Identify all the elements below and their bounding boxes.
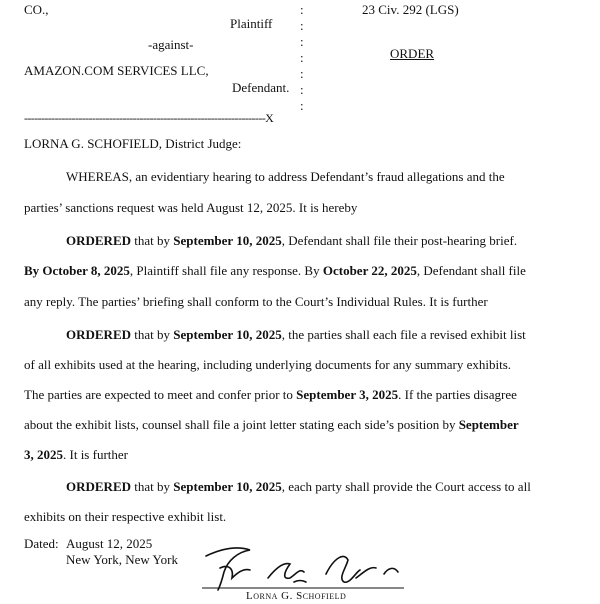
order-paragraph-3-line-2: exhibits on their respective exhibit list. bbox=[24, 509, 227, 524]
ordered-label: ORDERED bbox=[66, 327, 132, 342]
caption-colon: : bbox=[300, 34, 304, 49]
dated-place: New York, New York bbox=[66, 552, 178, 567]
order-paragraph-2-line-1: ORDERED that by September 10, 2025, the parties shall each file a revised exhibit list bbox=[66, 327, 526, 342]
deadline-date: September 10, 2025 bbox=[173, 479, 282, 494]
order-paragraph-2-line-5: 3, 2025. It is further bbox=[24, 447, 128, 462]
deadline-date: 3, 2025 bbox=[24, 447, 63, 462]
order-paragraph-2-line-2: of all exhibits used at the hearing, including underlying documents for any summary exhibits. bbox=[24, 357, 512, 372]
document-title: ORDER bbox=[390, 46, 435, 61]
caption-colon: : bbox=[300, 82, 304, 97]
defendant-label: Defendant. bbox=[232, 80, 290, 95]
ordered-label: ORDERED bbox=[66, 479, 132, 494]
order-paragraph-3-line-1: ORDERED that by September 10, 2025, each party shall provide the Court access to all bbox=[66, 479, 531, 494]
deadline-date: September 3, 2025 bbox=[296, 387, 399, 402]
against-label: -against- bbox=[148, 37, 194, 52]
order-paragraph-2-line-3: The parties are expected to meet and confer prior to September 3, 2025. If the parties disagree bbox=[24, 387, 517, 402]
judge-line: LORNA G. SCHOFIELD, District Judge: bbox=[24, 136, 242, 151]
caption-divider: -----------------------------------------------------------------------X bbox=[24, 111, 274, 125]
caption-colon: : bbox=[300, 2, 304, 17]
deadline-date: September bbox=[458, 417, 519, 432]
case-number: 23 Civ. 292 (LGS) bbox=[362, 2, 459, 17]
deadline-date: By October 8, 2025 bbox=[24, 263, 130, 278]
deadline-date: September 10, 2025 bbox=[173, 233, 282, 248]
deadline-date: October 22, 2025 bbox=[322, 263, 417, 278]
caption-colon: : bbox=[300, 18, 304, 33]
plaintiff-label: Plaintiff bbox=[230, 16, 273, 31]
dated-date: August 12, 2025 bbox=[66, 536, 153, 551]
order-paragraph-2-line-4: about the exhibit lists, counsel shall file a joint letter stating each side’s position by September bbox=[24, 417, 519, 432]
order-paragraph-1-line-1: ORDERED that by September 10, 2025, Defendant shall file their post-hearing brief. bbox=[66, 233, 518, 248]
order-paragraph-1-line-2: By October 8, 2025, Plaintiff shall file any response. By October 22, 2025, Defendant shall file bbox=[24, 263, 526, 278]
caption-colon: : bbox=[300, 50, 304, 65]
ordered-label: ORDERED bbox=[66, 233, 132, 248]
party-name-fragment: CO., bbox=[24, 2, 49, 17]
defendant-name: AMAZON.COM SERVICES LLC, bbox=[24, 63, 209, 78]
caption-colon: : bbox=[300, 66, 304, 81]
whereas-line-2: parties’ sanctions request was held August 12, 2025. It is hereby bbox=[24, 200, 358, 215]
deadline-date: September 10, 2025 bbox=[173, 327, 282, 342]
signature-name: Lorna G. Schofield bbox=[246, 590, 347, 602]
dated-label: Dated: bbox=[24, 536, 59, 551]
whereas-line-1: WHEREAS, an evidentiary hearing to address Defendant’s fraud allegations and the bbox=[66, 169, 505, 184]
order-paragraph-1-line-3: any reply. The parties’ briefing shall conform to the Court’s Individual Rules. It is further bbox=[24, 294, 488, 309]
caption-colon: : bbox=[300, 98, 304, 113]
